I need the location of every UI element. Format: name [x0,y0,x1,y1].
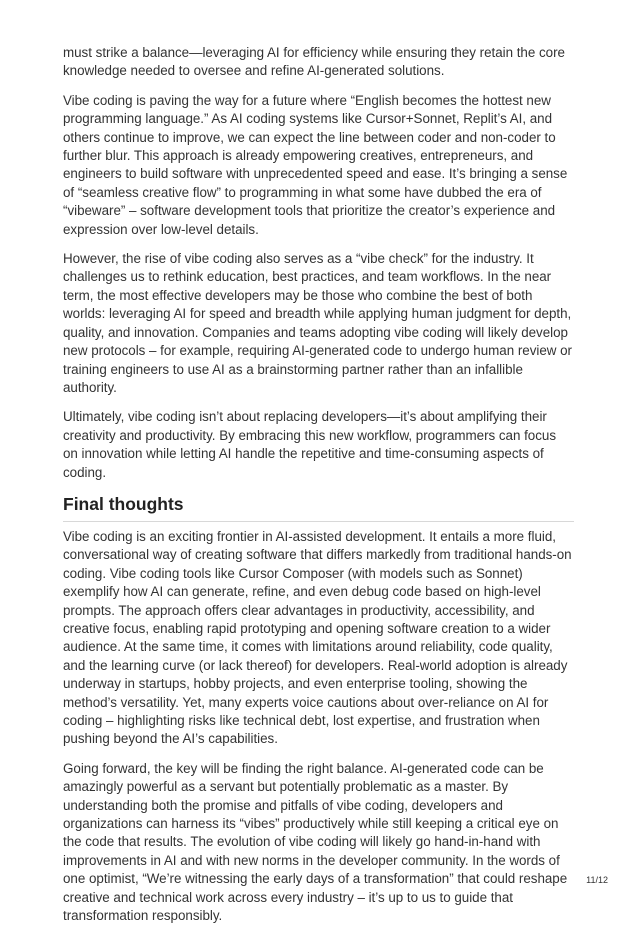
paragraph-vibe-check: However, the rise of vibe coding also serves as a “vibe check” for the industry. It challenges us to rethink education, best practices, and team workflows. In the near term, the most effective developers may be those who combine the best of both worlds: leveraging AI for speed and breadth while applying human judgment for depth, quality, and innovation. Companies and teams adopting vibe coding will likely develop new protocols – for example, requiring AI-generated code to undergo human review or training engineers to use AI as a brainstorming partner rather than an infallible authority. [63,251,572,395]
document-page [63,44,574,936]
section-heading-final-thoughts: Final thoughts [63,493,574,522]
paragraph-final-2: Going forward, the key will be finding the right balance. AI-generated code can be amazingly powerful as a servant but potentially problematic as a master. By understanding both the promise and pitfalls of vibe coding, developers and organizations can harness its “vibes” productively while still keeping a critical eye on the code that results. The evolution of vibe coding will likely go hand-in-hand with improvements in AI and with new norms in the developer community. In the words of one optimist, “We’re witnessing the early days of a transformation” that could reshape creative and technical work across every industry – it’s up to us to guide that transformation responsibly. [63,760,568,924]
paragraph-balance: must strike a balance—leveraging AI for efficiency while ensuring they retain the core knowledge needed to oversee and refine AI-generated solutions. [63,45,565,79]
paragraph-ultimately: Ultimately, vibe coding isn’t about replacing developers—it’s about amplifying their creativity and productivity. By embracing this new workflow, programmers can focus on innovation while letting AI handle the repetitive and time-consuming aspects of coding. [63,409,557,480]
paragraph-future: Vibe coding is paving the way for a future where “English becomes the hottest new programming language.” As AI coding systems like Cursor+Sonnet, Replit’s AI, and others continue to improve, we can expect the line between coder and non-coder to further blur. This approach is already empowering creatives, entrepreneurs, and engineers to build software with unprecedented speed and ease. It’s bringing a sense of “seamless creative flow” to programming in what some have dubbed the era of “vibeware” – software development tools that prioritize the creator’s experience and expression over low-level details. [63,92,568,237]
page-number: 11/12 [586,875,608,885]
paragraph-final-1: Vibe coding is an exciting frontier in AI-assisted development. It entails a more fluid, conversational way of creating software that differs markedly from traditional hands-on coding. Vibe coding tools like Cursor Composer (with models such as Sonnet) exemplify how AI can generate, refine, and even debug code based on high-level prompts. The approach offers clear advantages in productivity, accessibility, and creative focus, enabling rapid prototyping and opening software creation to a wider audience. At the same time, it comes with limitations around reliability, code quality, and the learning curve (or lack thereof) for developers. Real-world adoption is already underway in startups, hobby projects, and even enterprise tooling, showing the method’s versatility. Yet, many experts voice cautions about over-reliance on AI for coding – highlighting risks like technical debt, lost expertise, and frustration when pushing beyond the AI’s capabilities. [63,528,572,747]
